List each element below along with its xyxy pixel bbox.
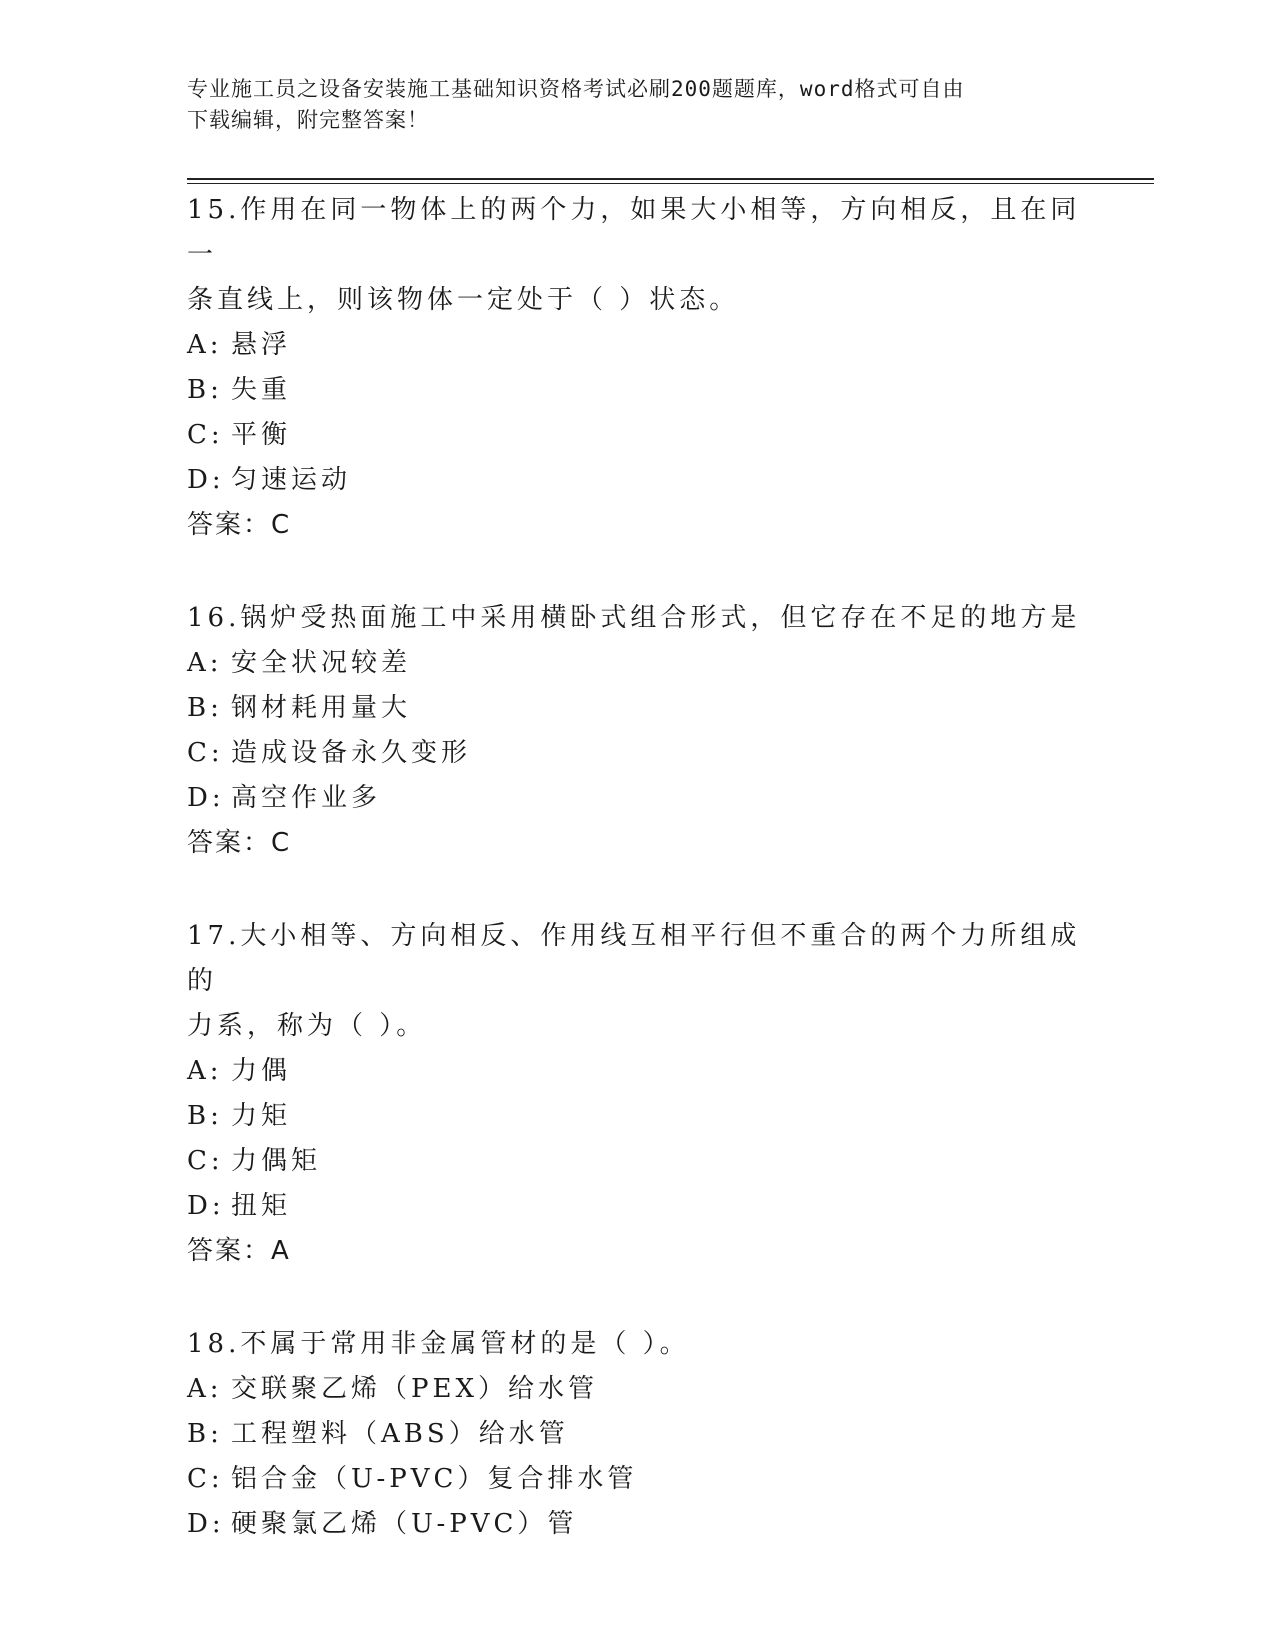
option-text: 安全状况较差: [231, 648, 412, 678]
option-letter: C:: [187, 1464, 224, 1494]
option-letter: B:: [187, 1101, 223, 1131]
option-text: 扭矩: [231, 1191, 292, 1221]
option-a: [187, 323, 1087, 368]
question-text: 条直线上，则该物体一定处于（ ）状态。: [187, 285, 740, 315]
question-item: [187, 1322, 1087, 1547]
header-line-1: 专业施工员之设备安装施工基础知识资格考试必刷200题题库，word格式可自由: [187, 77, 965, 101]
option-text: 工程塑料（ABS）给水管: [231, 1419, 569, 1449]
option-c: [187, 1457, 1087, 1502]
option-c: [187, 413, 1087, 458]
option-text: 高空作业多: [231, 783, 382, 813]
option-letter: B:: [187, 693, 223, 723]
header-divider-thin: [187, 183, 1154, 184]
question-item: [187, 188, 1087, 548]
option-letter: C:: [187, 738, 224, 768]
header-line-2: 下载编辑，附完整答案！: [187, 108, 429, 132]
option-text: 钢材耗用量大: [231, 693, 412, 723]
option-d: [187, 776, 1087, 821]
option-text: 力偶: [231, 1056, 292, 1086]
question-text: 17.大小相等、方向相反、作用线互相平行但不重合的两个力所组成的: [187, 921, 1081, 996]
question-text: 18.不属于常用非金属管材的是（ ）。: [187, 1329, 690, 1359]
option-d: [187, 1502, 1087, 1547]
option-a: [187, 1367, 1087, 1412]
option-text: 匀速运动: [231, 465, 352, 495]
option-b: [187, 1094, 1087, 1139]
option-text: 力偶矩: [231, 1146, 322, 1176]
option-text: 造成设备永久变形: [231, 738, 472, 768]
header-divider: [187, 178, 1154, 180]
option-b: [187, 1412, 1087, 1457]
document-header: [187, 74, 1067, 136]
option-b: [187, 686, 1087, 731]
option-letter: A:: [187, 1056, 223, 1086]
answer-line: 答案：A: [187, 1236, 291, 1266]
question-text: 15.作用在同一物体上的两个力，如果大小相等，方向相反，且在同一: [187, 195, 1081, 270]
option-text: 铝合金（U-PVC）复合排水管: [231, 1464, 638, 1494]
option-b: [187, 368, 1087, 413]
option-a: [187, 1049, 1087, 1094]
option-letter: A:: [187, 330, 223, 360]
option-letter: A:: [187, 1374, 223, 1404]
question-item: [187, 914, 1087, 1274]
option-letter: D:: [187, 1509, 225, 1539]
question-text: 力系，称为（ ）。: [187, 1011, 427, 1041]
option-c: [187, 1139, 1087, 1184]
option-letter: D:: [187, 1191, 225, 1221]
option-text: 交联聚乙烯（PEX）给水管: [231, 1374, 598, 1404]
option-d: [187, 458, 1087, 503]
option-letter: B:: [187, 1419, 223, 1449]
option-text: 失重: [231, 375, 292, 405]
option-text: 平衡: [231, 420, 292, 450]
question-text: 16.锅炉受热面施工中采用横卧式组合形式，但它存在不足的地方是: [187, 603, 1081, 633]
question-item: [187, 596, 1087, 866]
option-d: [187, 1184, 1087, 1229]
answer-line: 答案：C: [187, 510, 292, 540]
option-text: 硬聚氯乙烯（U-PVC）管: [231, 1509, 578, 1539]
option-text: 力矩: [231, 1101, 292, 1131]
option-letter: C:: [187, 1146, 224, 1176]
option-letter: C:: [187, 420, 224, 450]
option-text: 悬浮: [231, 330, 292, 360]
option-letter: D:: [187, 465, 225, 495]
question-list: [187, 188, 1087, 1595]
option-letter: B:: [187, 375, 223, 405]
answer-line: 答案：C: [187, 828, 292, 858]
option-a: [187, 641, 1087, 686]
option-c: [187, 731, 1087, 776]
option-letter: D:: [187, 783, 225, 813]
option-letter: A:: [187, 648, 223, 678]
